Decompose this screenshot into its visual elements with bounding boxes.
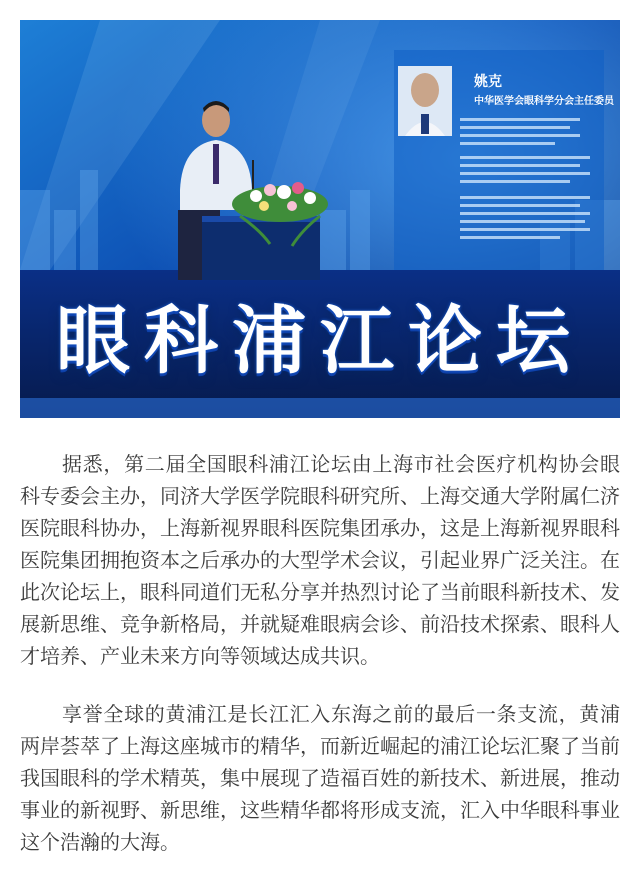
article-body — [20, 448, 620, 858]
forum-banner-title: 眼科浦江论坛 — [56, 298, 584, 384]
speaker-role: 中华医学会眼科学分会主任委员 — [474, 96, 614, 107]
article-paragraph-1: 据悉，第二届全国眼科浦江论坛由上海市社会医疗机构协会眼科专委会主办，同济大学医学院眼科研究所、上海交通大学附属仁济医院眼科协办，上海新视界眼科医院集团承办，这是上海新视界眼科医院集团拥抱资本之后承办的大型学术会议，引起业界广泛关注。在此次论坛上，眼科同道们无私分享并热烈讨论了当前眼科新技术、发展新思维、竞争新格局，并就疑难眼病会诊、前沿技术探索、眼科人才培养、产业未来方向等领域达成共识。 — [20, 452, 620, 668]
article-paragraph-2: 享誉全球的黄浦江是长江汇入东海之前的最后一条支流，黄浦两岸荟萃了上海这座城市的精华，而新近崛起的浦江论坛汇聚了当前我国眼科的学术精英，集中展现了造福百姓的新技术、新进展，推动事业的新视野、新思维，这些精华都将形成支流，汇入中华眼科事业这个浩瀚的大海。 — [20, 702, 620, 854]
conference-photo — [20, 20, 620, 418]
speaker-name: 姚克 — [474, 74, 502, 90]
